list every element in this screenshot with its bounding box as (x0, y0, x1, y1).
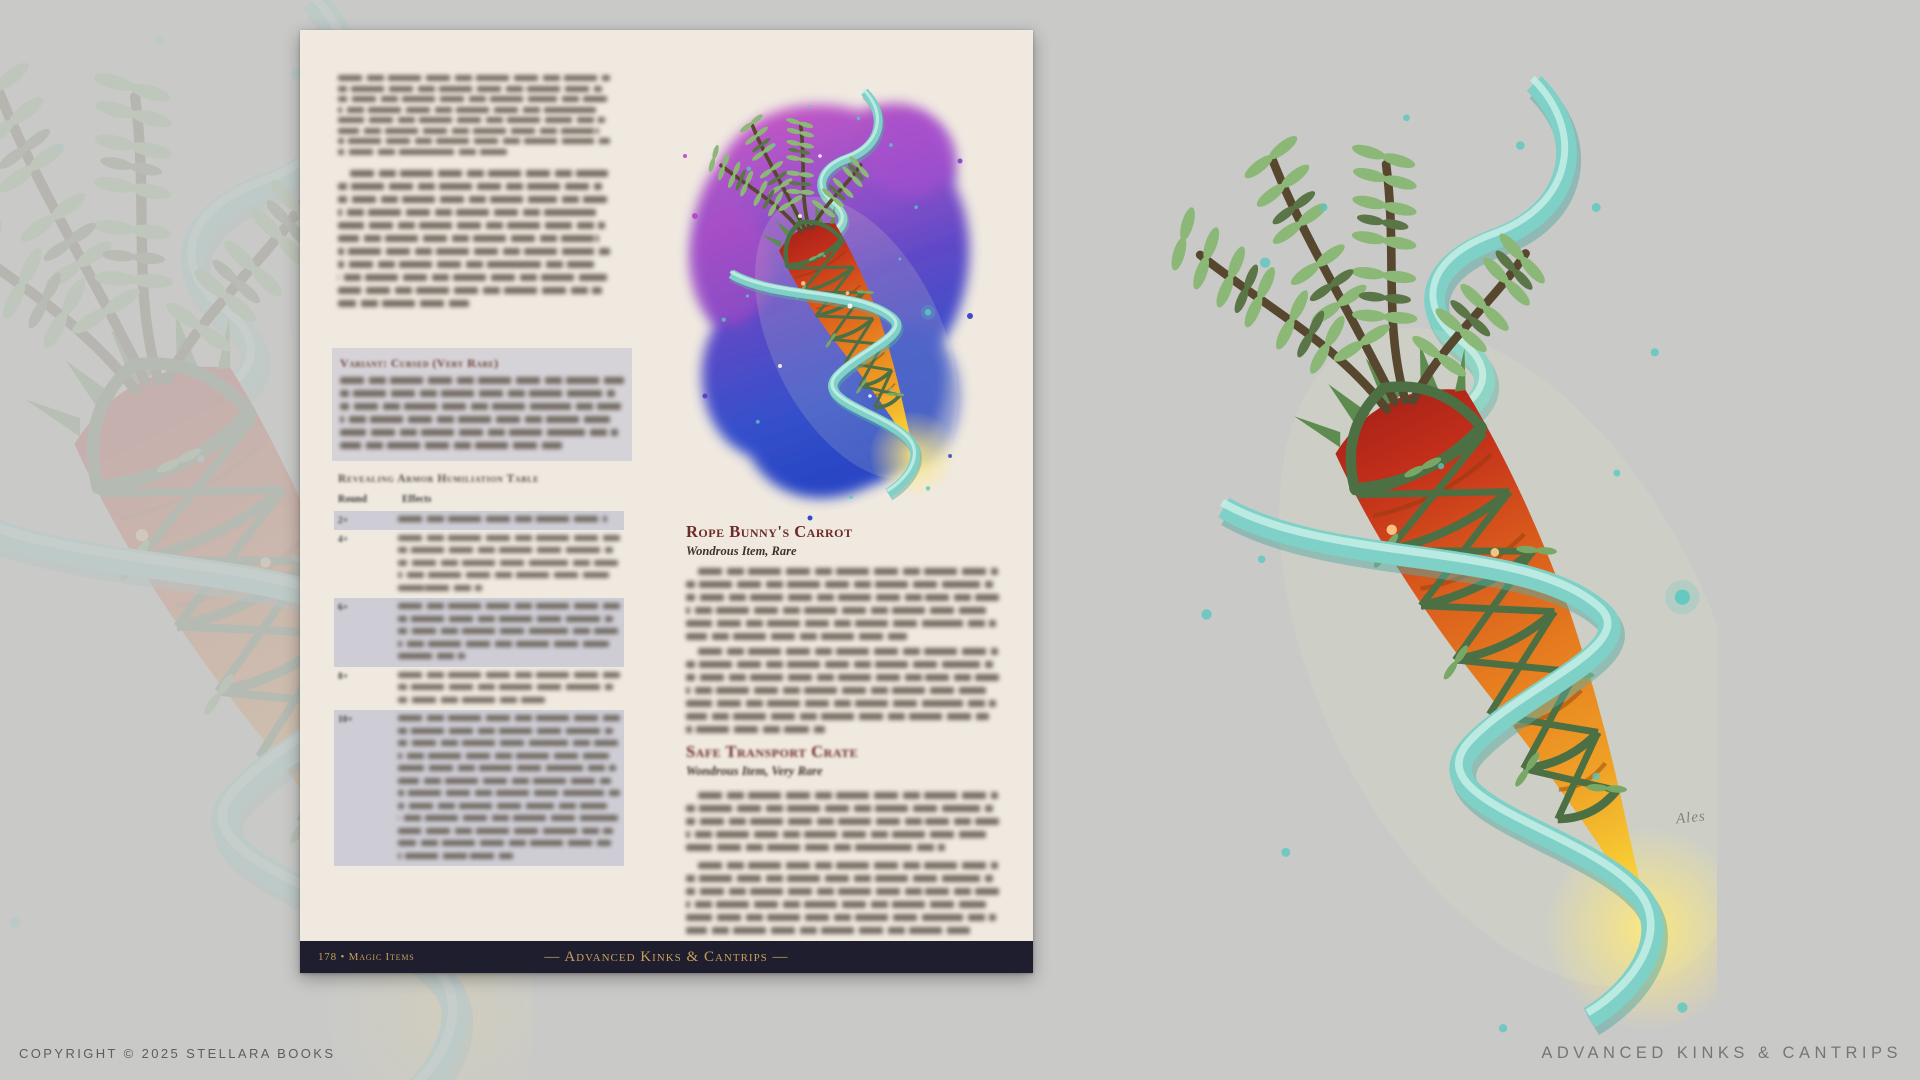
humiliation-table (338, 473, 620, 866)
blurred-paragraph (686, 862, 1002, 940)
blurred-text-line (686, 844, 945, 851)
blurred-text-line (340, 429, 618, 436)
column-header-effects: Effects (402, 494, 432, 505)
blurred-text-line (686, 581, 993, 588)
blurred-text-line (686, 633, 907, 640)
blurred-text-line (338, 209, 596, 216)
book-title-footer: — Advanced Kinks & Cantrips — (544, 948, 789, 965)
table-row (334, 511, 624, 530)
blurred-text-line (338, 107, 596, 113)
blurred-text-line (398, 535, 620, 541)
blurred-text-line (698, 568, 998, 575)
blurred-text-line (686, 831, 986, 838)
blurred-text-line (398, 684, 613, 690)
blurred-text-line (698, 792, 998, 799)
blurred-text-line (398, 585, 482, 591)
blurred-paragraph (686, 648, 1002, 739)
blurred-text-line (398, 616, 613, 622)
blurred-text-line (340, 403, 621, 410)
blurred-text-line (398, 603, 620, 609)
blurred-text-line (338, 86, 602, 92)
blurred-text-line (686, 713, 989, 720)
variant-heading: Variant: Cursed (Very Rare) (340, 356, 499, 370)
table-row (334, 530, 624, 599)
blurred-paragraph (686, 792, 1002, 857)
table-row (334, 667, 624, 711)
blurred-cell (398, 516, 620, 529)
blurred-cell (398, 715, 620, 865)
blurred-text-line (398, 547, 613, 553)
blurred-text-line (398, 653, 465, 659)
book-page (300, 30, 1033, 973)
blurred-text-line (398, 628, 618, 634)
blurred-text-line (398, 828, 613, 834)
blurred-text-line (686, 875, 993, 882)
blurred-text-line (398, 697, 545, 703)
blurred-text-line (338, 300, 469, 307)
row-label: 8+ (338, 671, 349, 682)
blurred-paragraph (338, 170, 610, 313)
blurred-text-line (340, 390, 615, 397)
blurred-text-line (338, 287, 602, 294)
blurred-text-line (686, 687, 986, 694)
item-subtitle: Wondrous Item, Very Rare (686, 764, 823, 778)
blurred-text-line (398, 840, 611, 846)
table-row (334, 710, 624, 866)
blurred-text-line (686, 674, 999, 681)
blurred-text-line (686, 607, 986, 614)
blurred-text-line (338, 75, 610, 81)
blurred-text-line (338, 128, 599, 134)
blurred-text-line (338, 261, 594, 268)
variant-cursed-section (332, 348, 632, 461)
page-number-label: 178 • Magic Items (318, 951, 415, 963)
blurred-text-line (338, 248, 610, 255)
row-label: 2+ (338, 516, 349, 526)
blurred-paragraph (686, 568, 1002, 646)
blurred-text-line (398, 765, 616, 771)
blurred-text-line (338, 235, 599, 242)
blurred-text-line (338, 117, 605, 123)
blurred-text-line (338, 138, 610, 144)
blurred-cell (398, 535, 620, 598)
blurred-text-line (398, 560, 618, 566)
blurred-text-line (686, 700, 996, 707)
page-footer-bar (300, 941, 1033, 973)
item-title-rope-bunnys-carrot: Rope Bunny's Carrot (686, 522, 853, 541)
blurred-text-line (686, 620, 996, 627)
blurred-text-line (686, 594, 999, 601)
carrot-illustration-large (1165, 42, 1717, 1042)
blurred-text-line (340, 442, 562, 449)
blurred-text-line (398, 778, 611, 784)
table-row (334, 598, 624, 667)
blurred-text-line (398, 853, 513, 859)
blurred-text-line (350, 170, 608, 177)
table-title: Revealing Armor Humiliation Table (338, 473, 540, 485)
column-header-round: Round (338, 494, 367, 505)
blurred-paragraph (338, 75, 610, 159)
row-label: 6+ (338, 603, 349, 613)
blurred-paragraph (340, 377, 624, 449)
blurred-text-line (698, 648, 998, 655)
blurred-text-line (686, 726, 825, 733)
blurred-text-line (686, 888, 999, 895)
blurred-text-line (398, 815, 618, 821)
blurred-text-line (338, 149, 507, 155)
table-header-row (338, 494, 620, 505)
item-subtitle: Wondrous Item, Rare (686, 544, 797, 558)
copyright-text: COPYRIGHT © 2025 STELLARA BOOKS (19, 1046, 336, 1061)
blurred-text-line (686, 661, 993, 668)
book-title-caption: ADVANCED KINKS & CANTRIPS (1541, 1044, 1902, 1062)
blurred-text-line (686, 914, 996, 921)
blurred-text-line (338, 274, 607, 281)
blurred-text-line (338, 222, 605, 229)
blurred-text-line (340, 377, 624, 384)
blurred-text-line (340, 416, 610, 423)
blurred-text-line (338, 196, 607, 203)
blurred-text-line (686, 818, 999, 825)
blurred-cell (398, 672, 620, 710)
blurred-text-line (398, 641, 609, 647)
blurred-text-line (398, 740, 618, 746)
blurred-text-line (398, 790, 620, 796)
blurred-text-line (338, 96, 607, 102)
blurred-text-line (398, 728, 613, 734)
blurred-cell (398, 603, 620, 666)
row-label: 4+ (338, 534, 349, 545)
blurred-text-line (698, 862, 998, 869)
blurred-text-line (686, 901, 986, 908)
blurred-text-line (686, 927, 970, 934)
blurred-text-line (398, 715, 620, 721)
blurred-text-line (398, 753, 609, 759)
blurred-text-line (398, 516, 607, 522)
blurred-text-line (338, 183, 602, 190)
row-label: 10+ (338, 715, 353, 725)
blurred-text-line (398, 572, 609, 578)
blurred-text-line (686, 805, 993, 812)
artist-signature: Ales (1675, 808, 1707, 828)
watercolor-carrot-illustration (660, 66, 992, 528)
blurred-text-line (398, 803, 607, 809)
item-title-safe-transport-crate: Safe Transport Crate (686, 742, 859, 761)
blurred-text-line (398, 672, 620, 678)
